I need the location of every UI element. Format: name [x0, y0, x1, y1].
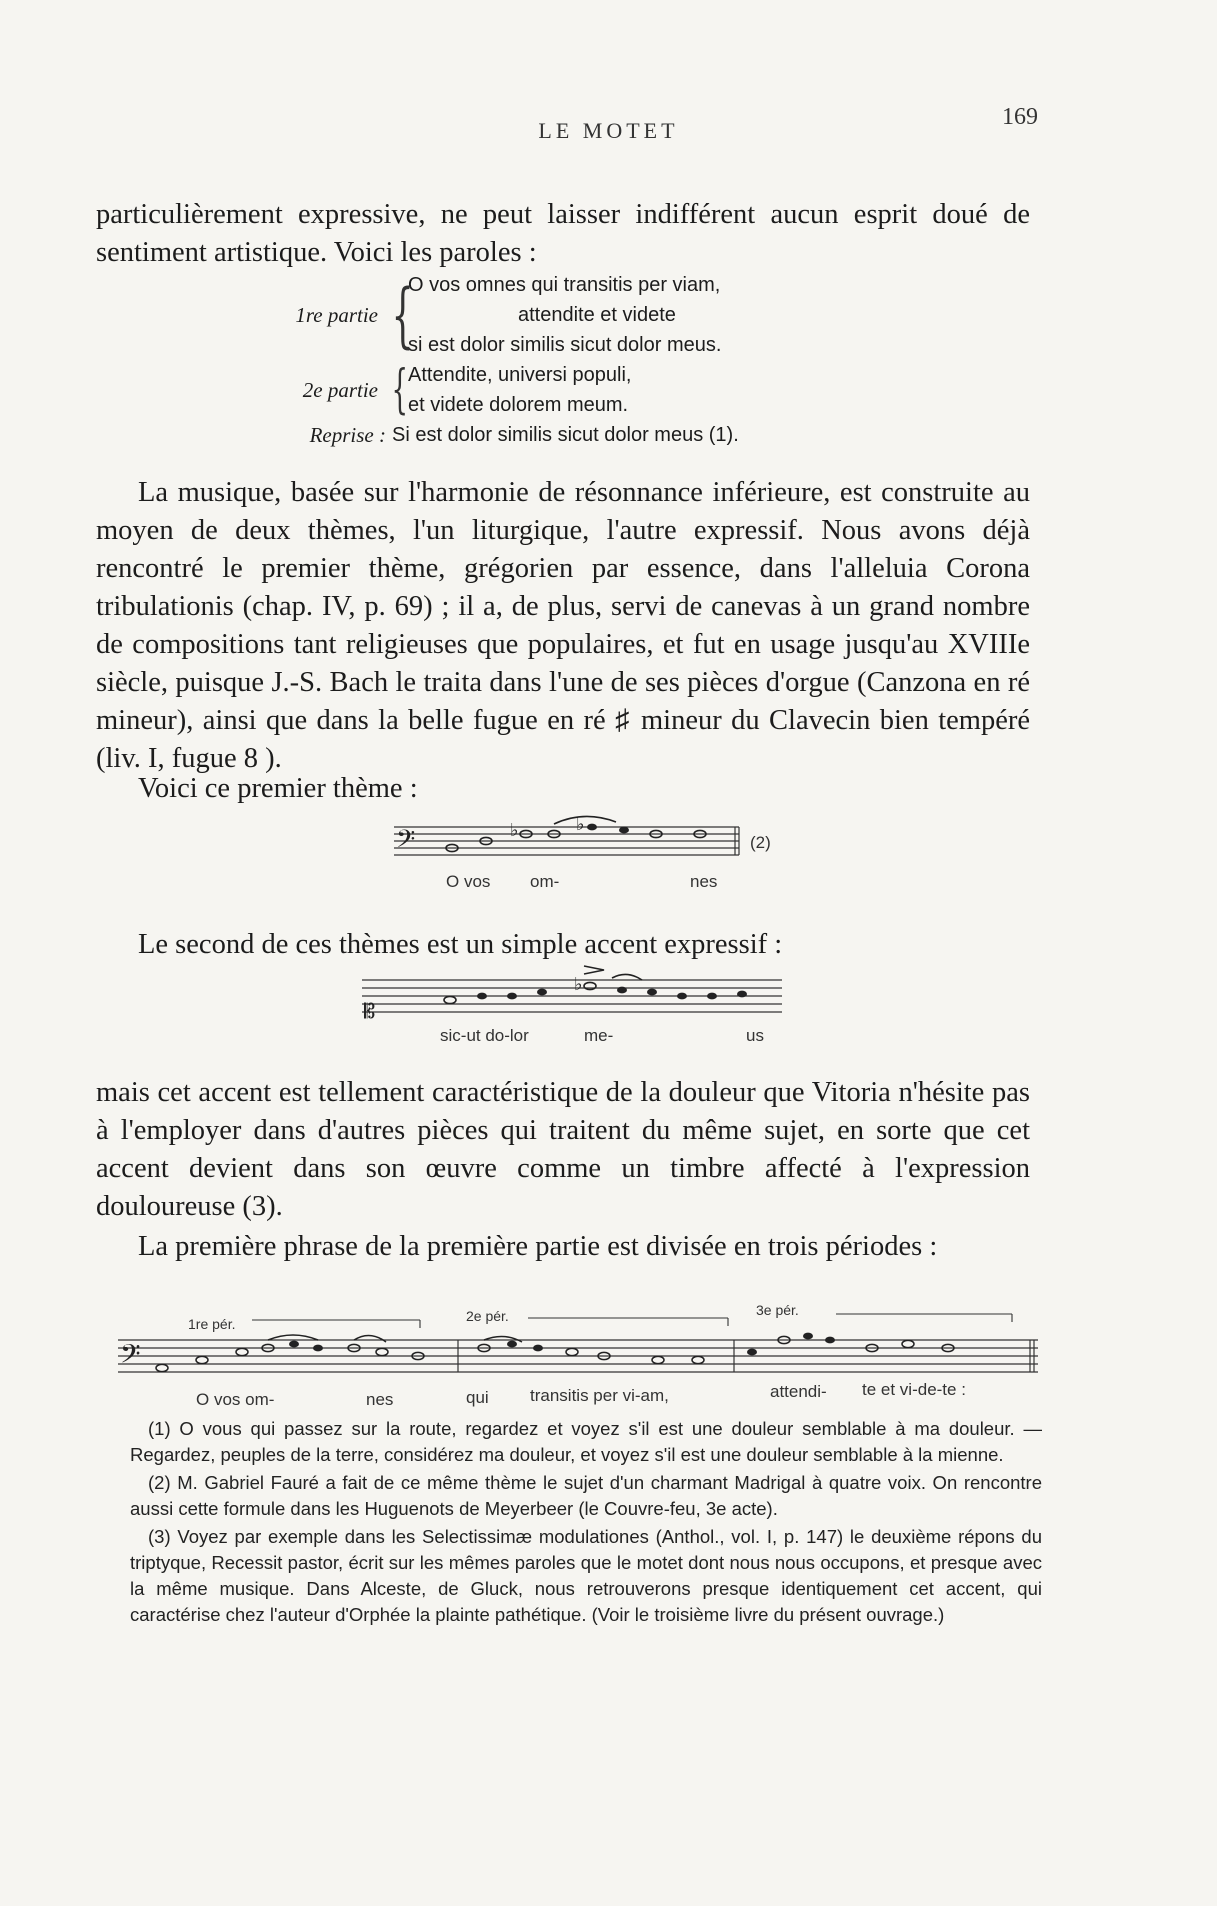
- verse-line: si est dolor similis sicut dolor meus.: [408, 334, 722, 356]
- svg-text:♭: ♭: [510, 820, 519, 841]
- footnote-1: (1) O vous qui passez sur la route, regardez et voyez s'il est une douleur semblable à ma douleur. — Regardez, peuples de la terre, considérez ma douleur, et voyez s'il est une douleur semblable à la mienne.: [130, 1418, 1042, 1465]
- paragraph-second-theme: Le second de ces thèmes est un simple accent expressif :: [138, 929, 783, 960]
- verse-line: O vos omnes qui transitis per viam,: [408, 274, 721, 296]
- paragraph-themes: La musique, basée sur l'harmonie de résonnance inférieure, est construite au moyen de deux thèmes, l'un liturgique, l'autre expressif. Nous avons déjà rencontré le premier thème, grégorien par essence, dans l'alleluia Corona tribulationis (chap. IV, p. 69) ; il a, de plus, servi de canevas à un grand nombre de compositions tant religieuses que populaires, et fut en usage jusqu'au XVIIIe siècle, puisque J.-S. Bach le traita dans l'une de ses pièces d'orgue (Canzona en ré mineur), ainsi que dans la belle fugue en ré ♯ mineur du Clavecin bien tempéré (liv. I, fugue 8 ).: [96, 477, 1030, 774]
- verse-line: et videte dolorem meum.: [408, 394, 629, 416]
- part-2-label: 2e partie: [302, 377, 378, 402]
- lyric: attendi-: [770, 1382, 827, 1401]
- verse-line: Si est dolor similis sicut dolor meus (1).: [392, 424, 739, 446]
- paragraph-intro: particulièrement expressive, ne peut laisser indifférent aucun esprit doué de sentiment artistique. Voici les paroles :: [96, 199, 1030, 268]
- svg-text:♭: ♭: [576, 814, 585, 835]
- footnote-ref: (2): [750, 833, 771, 852]
- verse-part-1: [240, 270, 880, 360]
- svg-text:♭: ♭: [574, 974, 583, 995]
- lyric: om-: [530, 872, 560, 891]
- running-title: LE MOTET: [538, 118, 679, 143]
- lyric: sic-ut do-lor: [440, 1026, 529, 1045]
- period-label: 1re pér.: [188, 1316, 236, 1332]
- bass-clef-icon: 𝄢: [396, 825, 416, 860]
- verse-block: [240, 270, 880, 450]
- lyric: O vos om-: [196, 1390, 275, 1409]
- brace-icon: {: [391, 274, 414, 356]
- page-number: 169: [1002, 104, 1038, 130]
- footnotes: [130, 1416, 1042, 1630]
- period-label: 2e pér.: [466, 1308, 509, 1324]
- period-label: 3e pér.: [756, 1302, 799, 1318]
- paragraph-accent: mais cet accent est tellement caractéristique de la douleur que Vitoria n'hésite pas à l'employer dans d'autres pièces qui traitent du même sujet, en sorte que cet accent devient dans son œuvre comme un timbre affecté à l'expression douloureuse (3).: [96, 1077, 1030, 1222]
- music-example-1: [394, 812, 774, 870]
- lyric: te et vi-de-te :: [862, 1380, 966, 1399]
- paragraph-first-theme: Voici ce premier thème :: [138, 773, 418, 804]
- part-1-label: 1re partie: [295, 302, 378, 327]
- lyric: O vos: [446, 872, 491, 891]
- music-example-2: [362, 960, 782, 1030]
- verse-line: attendite et videte: [518, 304, 676, 326]
- lyric: us: [746, 1026, 764, 1045]
- verse-line: Attendite, universi populi,: [408, 364, 632, 386]
- lyric: nes: [690, 872, 718, 891]
- music-example-3: [118, 1310, 1040, 1386]
- bass-clef-icon: 𝄢: [120, 1338, 141, 1376]
- lyric: me-: [584, 1026, 614, 1045]
- clef-icon: 𝄡: [364, 999, 376, 1023]
- paragraph-periods: La première phrase de la première partie est divisée en trois périodes :: [138, 1231, 938, 1262]
- footnote-2: (2) M. Gabriel Fauré a fait de ce même thème le sujet d'un charmant Madrigal à quatre voix. On rencontre aussi cette formule dans les Huguenots de Meyerbeer (le Couvre-feu, 3e acte).: [130, 1472, 1042, 1519]
- reprise-label: Reprise :: [309, 423, 386, 447]
- verse-part-2: [240, 360, 880, 420]
- footnote-3: (3) Voyez par exemple dans les Selectissimæ modulationes (Anthol., vol. I, p. 147) le deuxième répons du triptyque, Recessit pastor, écrit sur les mêmes paroles que le motet dont nous nous occupons, et presque avec la même musique. Dans Alceste, de Gluck, nous retrouverons presque identiquement cet accent, qui caractérise chez l'auteur d'Orphée la plainte pathétique. (Voir le troisième livre du présent ouvrage.): [130, 1526, 1042, 1625]
- lyric: transitis per vi-am,: [530, 1386, 669, 1405]
- brace-icon: {: [391, 360, 409, 420]
- verse-reprise: [240, 420, 880, 450]
- lyric: qui: [466, 1388, 489, 1407]
- lyric: nes: [366, 1390, 394, 1409]
